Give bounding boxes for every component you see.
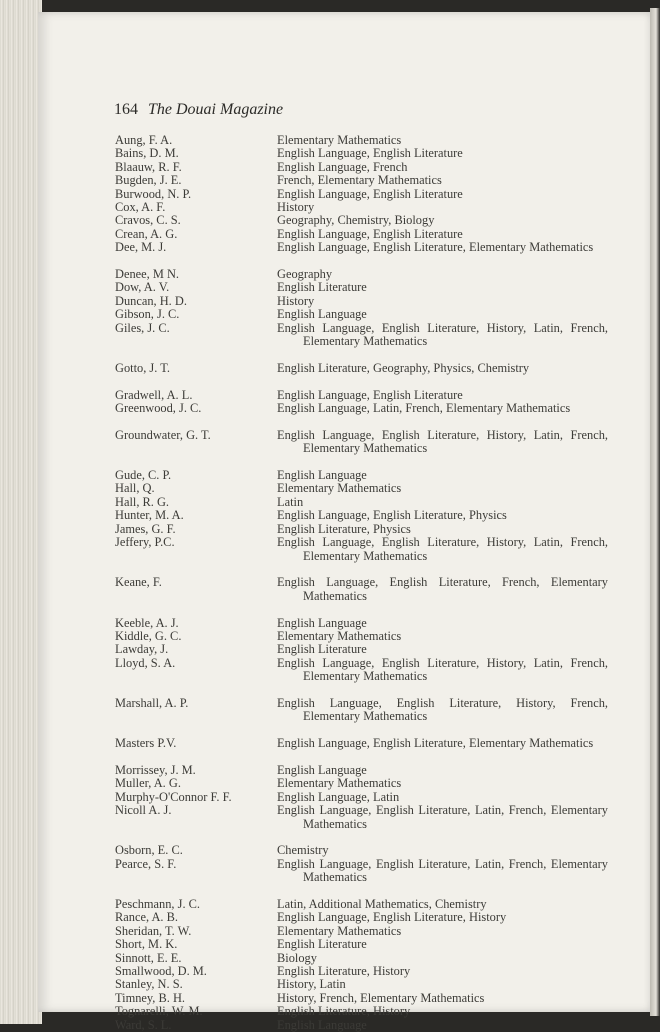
list-item xyxy=(0,643,660,656)
subjects-passed: Elementary Mathematics xyxy=(277,481,402,496)
list-item xyxy=(0,965,660,978)
list-item xyxy=(0,858,660,885)
subjects-passed: English Literature, Physics xyxy=(277,521,411,536)
student-name: Nicoll A. J. xyxy=(115,803,172,818)
student-name: Hunter, M. A. xyxy=(115,508,184,523)
subjects-passed: English Literature, Geography, Physics, Chemistry xyxy=(277,360,530,375)
list-item xyxy=(0,308,660,321)
subjects-passed: English Language, English Literature, History, Latin, French, Elementary Mathematics xyxy=(277,535,608,563)
subjects-passed: English Literature xyxy=(277,937,367,952)
page-number: 164 xyxy=(114,101,138,118)
list-item xyxy=(0,509,660,522)
student-name: Peschmann, J. C. xyxy=(115,896,201,911)
student-name: Dee, M. J. xyxy=(115,240,167,255)
list-item xyxy=(0,617,660,630)
student-name: Kiddle, G. C. xyxy=(115,628,182,643)
student-name: Smallwood, D. M. xyxy=(115,964,207,978)
subjects-passed: English Language xyxy=(277,762,367,777)
list-item xyxy=(0,188,660,201)
student-name: Jeffery, P.C. xyxy=(115,535,175,550)
list-item xyxy=(0,844,660,857)
student-name: Bains, D. M. xyxy=(115,146,179,161)
list-item xyxy=(0,322,660,349)
student-name: Rance, A. B. xyxy=(115,910,178,925)
student-name: Muller, A. G. xyxy=(115,776,181,791)
subjects-passed: English Literature xyxy=(277,642,367,657)
student-name: Pearce, S. F. xyxy=(115,856,177,871)
list-item xyxy=(0,389,660,402)
student-name: Masters P.V. xyxy=(115,736,177,751)
subjects-passed: English Language, English Literature, History, Latin, French, Elementary Mathematics xyxy=(277,655,608,684)
list-item xyxy=(0,241,660,254)
subjects-passed: English Language, English Literature, Latin, French, Elementary Mathematics xyxy=(277,803,608,831)
student-name: Hall, Q. xyxy=(115,481,155,496)
student-name: Keane, F. xyxy=(115,575,162,590)
subjects-passed: English Language, English Literature xyxy=(277,226,463,241)
subjects-passed: English Language xyxy=(277,1017,367,1032)
results-list xyxy=(0,134,660,1032)
student-name: Aung, F. A. xyxy=(115,133,173,147)
student-name: Murphy-O'Connor F. F. xyxy=(115,789,232,804)
list-item xyxy=(0,697,660,724)
list-item xyxy=(0,281,660,294)
subjects-passed: Biology xyxy=(277,950,317,965)
list-item xyxy=(0,482,660,495)
list-item xyxy=(0,978,660,991)
list-item xyxy=(0,429,660,456)
subjects-passed: Geography, Chemistry, Biology xyxy=(277,213,435,228)
list-item xyxy=(0,737,660,750)
student-name: Marshall, A. P. xyxy=(115,695,189,710)
list-item xyxy=(0,536,660,563)
subjects-passed: French, Elementary Mathematics xyxy=(277,173,442,188)
student-name: Lloyd, S. A. xyxy=(115,655,176,670)
list-item xyxy=(0,804,660,831)
student-name: Gotto, J. T. xyxy=(115,360,170,375)
subjects-passed: English Language, English Literature, French, Elementary Mathematics xyxy=(277,575,608,603)
subjects-passed: English Language, English Literature, Elementary Mathematics xyxy=(277,736,594,751)
list-item xyxy=(0,134,660,147)
list-item xyxy=(0,402,660,415)
list-item xyxy=(0,898,660,911)
list-item xyxy=(0,1019,660,1032)
list-item xyxy=(0,938,660,951)
subjects-passed: History xyxy=(277,200,315,215)
student-name: Dow, A. V. xyxy=(115,280,170,295)
student-name: Crean, A. G. xyxy=(115,226,178,241)
subjects-passed: English Literature xyxy=(277,280,367,295)
student-name: Burwood, N. P. xyxy=(115,186,192,201)
list-item xyxy=(0,657,660,684)
student-name: Ward, S. L. xyxy=(115,1017,172,1032)
student-name: Duncan, H. D. xyxy=(115,293,187,308)
list-item xyxy=(0,791,660,804)
student-name: Denee, M N. xyxy=(115,267,179,282)
list-item xyxy=(0,201,660,214)
student-name: Gibson, J. C. xyxy=(115,307,180,322)
subjects-passed: English Language, English Literature, History, French, Elementary Mathematics xyxy=(277,695,608,724)
subjects-passed: English Language, English Literature xyxy=(277,186,463,201)
subjects-passed: English Language, English Literature, Latin, French, Elementary Mathematics xyxy=(277,856,608,885)
list-item xyxy=(0,576,660,603)
student-name: Sheridan, T. W. xyxy=(115,923,192,938)
student-name: Keeble, A. J. xyxy=(115,615,179,630)
list-item xyxy=(0,630,660,643)
list-item xyxy=(0,147,660,160)
student-name: Greenwood, J. C. xyxy=(115,401,202,416)
student-name: Cox, A. F. xyxy=(115,200,166,215)
subjects-passed: Elementary Mathematics xyxy=(277,628,402,643)
list-item xyxy=(0,174,660,187)
subjects-passed: English Language, Latin xyxy=(277,789,400,804)
subjects-passed: English Language, English Literature, Elementary Mathematics xyxy=(277,240,594,255)
list-item xyxy=(0,268,660,281)
subjects-passed: Latin, Additional Mathematics, Chemistry xyxy=(277,896,487,911)
subjects-passed: Elementary Mathematics xyxy=(277,133,402,147)
subjects-passed: History, Latin xyxy=(277,977,346,992)
subjects-passed: Chemistry xyxy=(277,843,329,858)
student-name: Gude, C. P. xyxy=(115,468,172,483)
subjects-passed: Geography xyxy=(277,267,333,282)
subjects-passed: History xyxy=(277,293,315,308)
subjects-passed: English Language, English Literature, History, Latin, French, Elementary Mathematics xyxy=(277,427,608,456)
subjects-passed: English Language xyxy=(277,615,367,630)
magazine-title: The Douai Magazine xyxy=(148,101,284,118)
list-item xyxy=(0,777,660,790)
student-name: Stanley, N. S. xyxy=(115,977,183,992)
student-name: Osborn, E. C. xyxy=(115,843,183,858)
list-item xyxy=(0,228,660,241)
student-name: James, G. F. xyxy=(115,521,176,536)
list-item xyxy=(0,214,660,227)
subjects-passed: English Language, English Literature, History xyxy=(277,910,507,925)
list-item xyxy=(0,992,660,1005)
list-item xyxy=(0,1005,660,1018)
list-item xyxy=(0,362,660,375)
subjects-passed: English Language, Latin, French, Elementary Mathematics xyxy=(277,401,571,416)
student-name: Giles, J. C. xyxy=(115,320,170,335)
student-name: Timney, B. H. xyxy=(115,990,185,1005)
list-item xyxy=(0,764,660,777)
list-item xyxy=(0,469,660,482)
subjects-passed: English Literature, History xyxy=(277,1004,411,1019)
student-name: Morrissey, J. M. xyxy=(115,762,196,777)
subjects-passed: English Language, English Literature xyxy=(277,387,463,402)
subjects-passed: Elementary Mathematics xyxy=(277,923,402,938)
running-header xyxy=(114,101,283,119)
student-name: Short, M. K. xyxy=(115,937,178,952)
list-item xyxy=(0,161,660,174)
student-name: Sinnott, E. E. xyxy=(115,950,182,965)
subjects-passed: English Language, English Literature, Physics xyxy=(277,508,507,523)
subjects-passed: English Language, English Literature, History, Latin, French, Elementary Mathematics xyxy=(277,320,608,349)
list-item xyxy=(0,496,660,509)
student-name: Groundwater, G. T. xyxy=(115,427,211,442)
subjects-passed: English Language xyxy=(277,468,367,483)
student-name: Gradwell, A. L. xyxy=(115,387,193,402)
subjects-passed: English Literature, History xyxy=(277,964,411,978)
subjects-passed: English Language, English Literature xyxy=(277,146,463,161)
student-name: Bugden, J. E. xyxy=(115,173,182,188)
student-name: Lawday, J. xyxy=(115,642,169,657)
list-item xyxy=(0,295,660,308)
subjects-passed: English Language, French xyxy=(277,159,408,174)
subjects-passed: History, French, Elementary Mathematics xyxy=(277,990,485,1005)
subjects-passed: Elementary Mathematics xyxy=(277,776,402,791)
list-item xyxy=(0,523,660,536)
list-item xyxy=(0,952,660,965)
list-item xyxy=(0,911,660,924)
student-name: Blaauw, R. F. xyxy=(115,159,182,174)
list-item xyxy=(0,925,660,938)
student-name: Cravos, C. S. xyxy=(115,213,181,228)
subjects-passed: Latin xyxy=(277,494,304,509)
student-name: Tognarelli, W. M. xyxy=(115,1004,203,1019)
subjects-passed: English Language xyxy=(277,307,367,322)
student-name: Hall, R. G. xyxy=(115,494,170,509)
